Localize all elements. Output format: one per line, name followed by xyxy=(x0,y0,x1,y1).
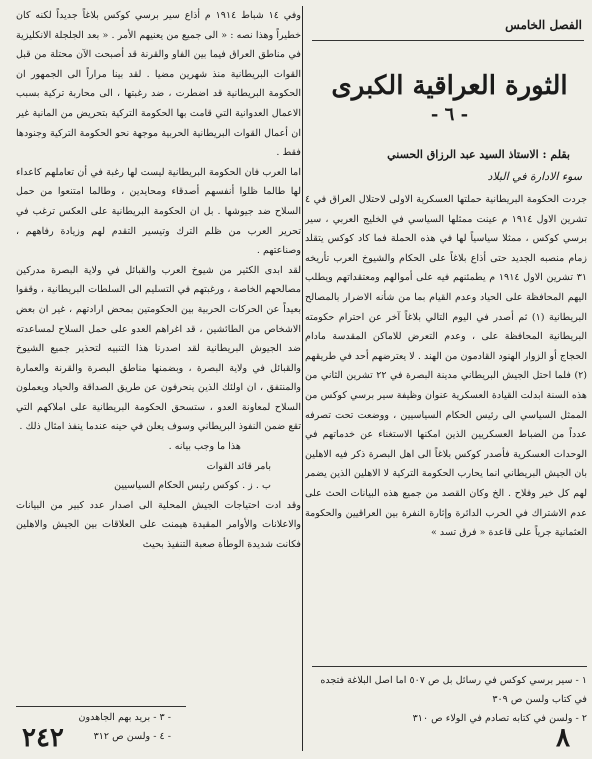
left-paragraph-4: هذا ما وجب بيانه . xyxy=(168,441,241,453)
chapter-rule xyxy=(312,40,584,41)
left-paragraph-2: اما العرب فان الحكومة البريطانية ليست لها رغبة في أن تعاملهم كاعداء لها طالما ظلوا أنفسهم أصدقاء ومحايدين ، وطالما امتنعوا من حمل السلاح ضد جيوشها . بل ان الحكومة البريطانية على العكس ترغب في تحرير العرب من ظلم الترك وتيسير التقدم لهم وزيادة رفاههم ، وصناعتهم . xyxy=(16,166,301,257)
author-byline: بقلم : الاستاذ السيد عبد الرزاق الحسني xyxy=(387,148,570,161)
right-page-number: ٨ xyxy=(556,723,570,753)
column-divider xyxy=(302,6,303,751)
left-page-body xyxy=(16,6,301,686)
signature-line-2: ب . ز . كوكس رئيس الحكام السياسيين xyxy=(114,480,271,492)
chapter-label: الفصل الخامس xyxy=(505,18,582,32)
left-paragraph-3: لقد ابدى الكثير من شيوخ العرب والقبائل في ولاية البصرة مدركين مصالحهم الخاصة ، ورغبتهم في التسليم الى السلطات البريطانية ، وقفوا بعيداً عن الحركات الحربية بين الحكومتين بمحض ارادتهم ، غير ان بعض الاشخاص من الطائشين ، قد اغراهم العدو على حمل السلاح لمساعدته ضد الجيوش البريطانية لقد اصدرنا هذا التنبيه لتحذير جميع الشيوخ والقبائل في ولاية البصرة ، وبضمنها مناطق البصرة والقرنة والعمارة والمنتفق ، ان اولئك الذين ينحرفون عن طريق الصداقة والحياد ويعملون السلاح لمعاونة العدو ، ستسحق الحكومة البريطانية على املاكهم التي تقع ضمن النفوذ البريطاني وسوف يعلن في حينه عندما ينفذ امثال ذلك . xyxy=(16,264,301,433)
left-footnote-2: - ٤ - ولسن ص ٣١٢ xyxy=(93,731,171,742)
right-footnotes xyxy=(305,671,587,728)
left-page-number: ٢٤٢ xyxy=(22,723,64,753)
section-subheading: سوء الادارة في البلاد xyxy=(487,170,582,183)
left-footnote-rule xyxy=(16,706,186,707)
part-number: - ٦ - xyxy=(430,104,469,125)
right-footnote-rule xyxy=(312,666,587,667)
right-footnote-2: ٢ - ولسن في كتابه تصادم في الولاء ص ٣١٠ xyxy=(412,713,587,724)
right-footnote-1: ١ - سير برسي كوكس في رسائل بل ص ٥٠٧ اما اصل البلاغة فتجده في كتاب ولسن ص ٣٠٩ xyxy=(320,675,587,705)
left-footnote-1: - ٣ - بريد بهم الجاهدون xyxy=(78,712,171,723)
left-closing-paragraph: وقد ادت احتياجات الجيش المحلية الى اصدار عدد كبير من البيانات والاعلانات والأوامر المقيدة هيمنت على العلاقات بين الجيش والاهلين فكانت شديدة الوطأة صعبة التنفيذ بحيث xyxy=(16,499,301,551)
right-page-body xyxy=(305,190,587,660)
right-paragraph-1: جردت الحكومة البريطانية حملتها العسكرية الاولى لاحتلال العراق في ٤ تشرين الاول ١٩١٤ م عينت ممثلها السياسي في الخليج العربي ، سير برسي كوكس ، ممثلا سياسياً لها في هذه الحملة فما كاد كوكس يتقلد زمام منصبه الجديد حتى أذاع بلاغاً على الحكام والشيوخ العرب تأريخه ٣١ تشرين الاول ١٩١٤ م يطمئنهم فيه على أموالهم ومعتقداتهم ويطلب اليهم المحافظة على الحياد وعدم القيام بما من شأنه الاضرار بالمصالح البريطانية (١) ثم أصدر في اليوم التالي بلاغاً آخر عن احترام حكومته البريطانية المحافظة على ، وعدم التعرض للاماكن المقدسة مادام الحجاج أو الزوار الهنود القادمون من الهند . لا يعترضهم أحد في طريقهم (٢) فلما احتل الجيش البريطاني مدينة البصرة في ٢٢ تشرين الثاني من هذه السنة ابدلت القيادة العسكرية عنوان وظيفة سير برسي كوكس من الممثل السياسي الى رئيس الحكام السياسيين ، ووضعت تحت تصرفه عدداً من الضباط العسكريين الذين امكنها الاستغناء عن خدماتهم في الوحدات العسكرية فأصدر كوكس بلاغاً الى اهل البصرة ذكر فيه الاهلين بان الجيش البريطاني انما يحارب الحكومة التركية لا الاهلين الذين يضمر لهم كل خير وفلاح . الخ وكان القصد من جميع هذه البيانات الحث على عدم الاشتراك في الحرب الدائرة وإثارة النفرة بين العراقيين والحكومة العثمانية جرياً على قاعدة « فرق تسد » xyxy=(305,194,587,539)
left-paragraph-1: وفي ١٤ شباط ١٩١٤ م أذاع سير برسي كوكس بلاغاً جديداً لكنه كان خطيراً وهذا نصه : « الى جميع من يعنيهم الأمر . « بعد الجلجلة الانكليزية في مناطق العراق فيما بين الفاو والقرنة قد أصبحت الآن محتلة من قبل القوات البريطانية منذ شهرين مضيا . لقد بينا مراراً الى الجمهور ان الحكومة البريطانية قد اضطرت ، ضد رغبتها ، الى محاربة تركية بسبب الاعمال العدوانية التي قامت بها الحكومة التركية بتحريض من المانية غير ان أعمال القوات البريطانية الحربية موجهة نحو الحكومة التركية وجنودها فقط . xyxy=(16,10,301,159)
signature-line-1: بامر قائد القوات xyxy=(206,460,271,472)
article-title: الثورة العراقية الكبرى xyxy=(331,71,568,101)
